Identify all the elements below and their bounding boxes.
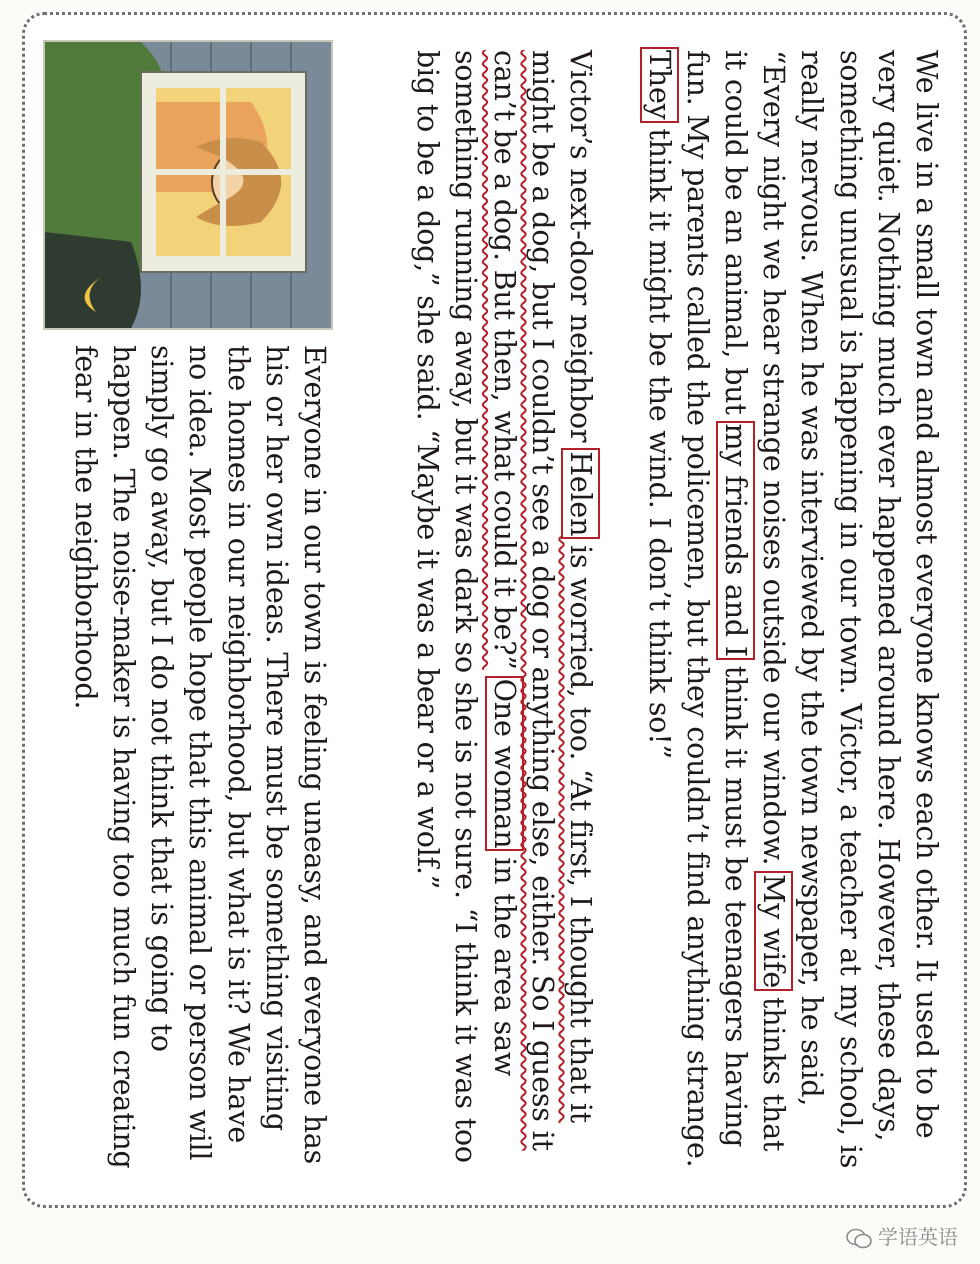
watermark-text: 学语英语 xyxy=(878,1225,958,1249)
illustration-art xyxy=(45,42,331,328)
paragraph-1-could-be-animal: thinks that it could be an animal, but xyxy=(718,50,791,1152)
paragraph-2-woman-quote: in the area saw something running away, but it was dark so she is not sure. “I think it was too big to be a dog,” she said. “Maybe it was a bear or a wolf.” xyxy=(411,50,521,1163)
watermark xyxy=(846,1221,958,1250)
reading-card xyxy=(22,12,967,1208)
boxed-one-woman: One woman xyxy=(487,678,521,849)
paragraph-2-helen-quote: is worried, too. “At first, I thought that it might be a dog, but I couldn’t see a dog or anything else, either. So I guess it can’t be a dog. But then, what could it be?” xyxy=(487,50,597,1151)
boxed-my-friends-and-i: my friends and I xyxy=(718,423,752,657)
boxed-helen: Helen xyxy=(564,451,597,537)
paragraph-1 xyxy=(639,50,945,1175)
boxed-they: They xyxy=(642,50,676,120)
paragraph-1-intro: We live in a small town and almost everyone knows each other. It used to be very quiet. Nothing much ever happened around here. However, these days, something unusual is happening in our town. xyxy=(833,50,943,1142)
paragraph-1-teenagers: think it must be teenagers having fun. My parents called the policemen, but they couldn’t find anything strange. xyxy=(680,50,752,1168)
paragraph-1-victor-quote: Victor, a teacher at my school, is really nervous. When he was interviewed by the town newspaper, he said, “Every night we hear strange noises outside our window. xyxy=(757,50,867,1169)
wechat-icon xyxy=(846,1228,872,1250)
rotated-text-area xyxy=(45,40,945,1200)
girl-at-window-illustration xyxy=(43,40,333,330)
boxed-my-wife: My wife xyxy=(757,874,791,989)
paragraph-2 xyxy=(408,50,599,1175)
paragraph-2-neighbor: Victor’s next-door neighbor xyxy=(564,50,597,443)
paragraph-1-wind: think it might be the wind. I don’t think so!” xyxy=(642,119,676,759)
paragraph-3 xyxy=(66,345,333,1175)
paragraph-3-text: Everyone in our town is feeling uneasy, and everyone has his or her own ideas. There must be something visiting the homes in our neighborhood, but what is it? We have no idea. Most people hope that this animal or person will simply go away, but I do not think that is going to happen. The noise-maker is having too much fun creating fear in the neighborhood. xyxy=(68,345,331,1169)
